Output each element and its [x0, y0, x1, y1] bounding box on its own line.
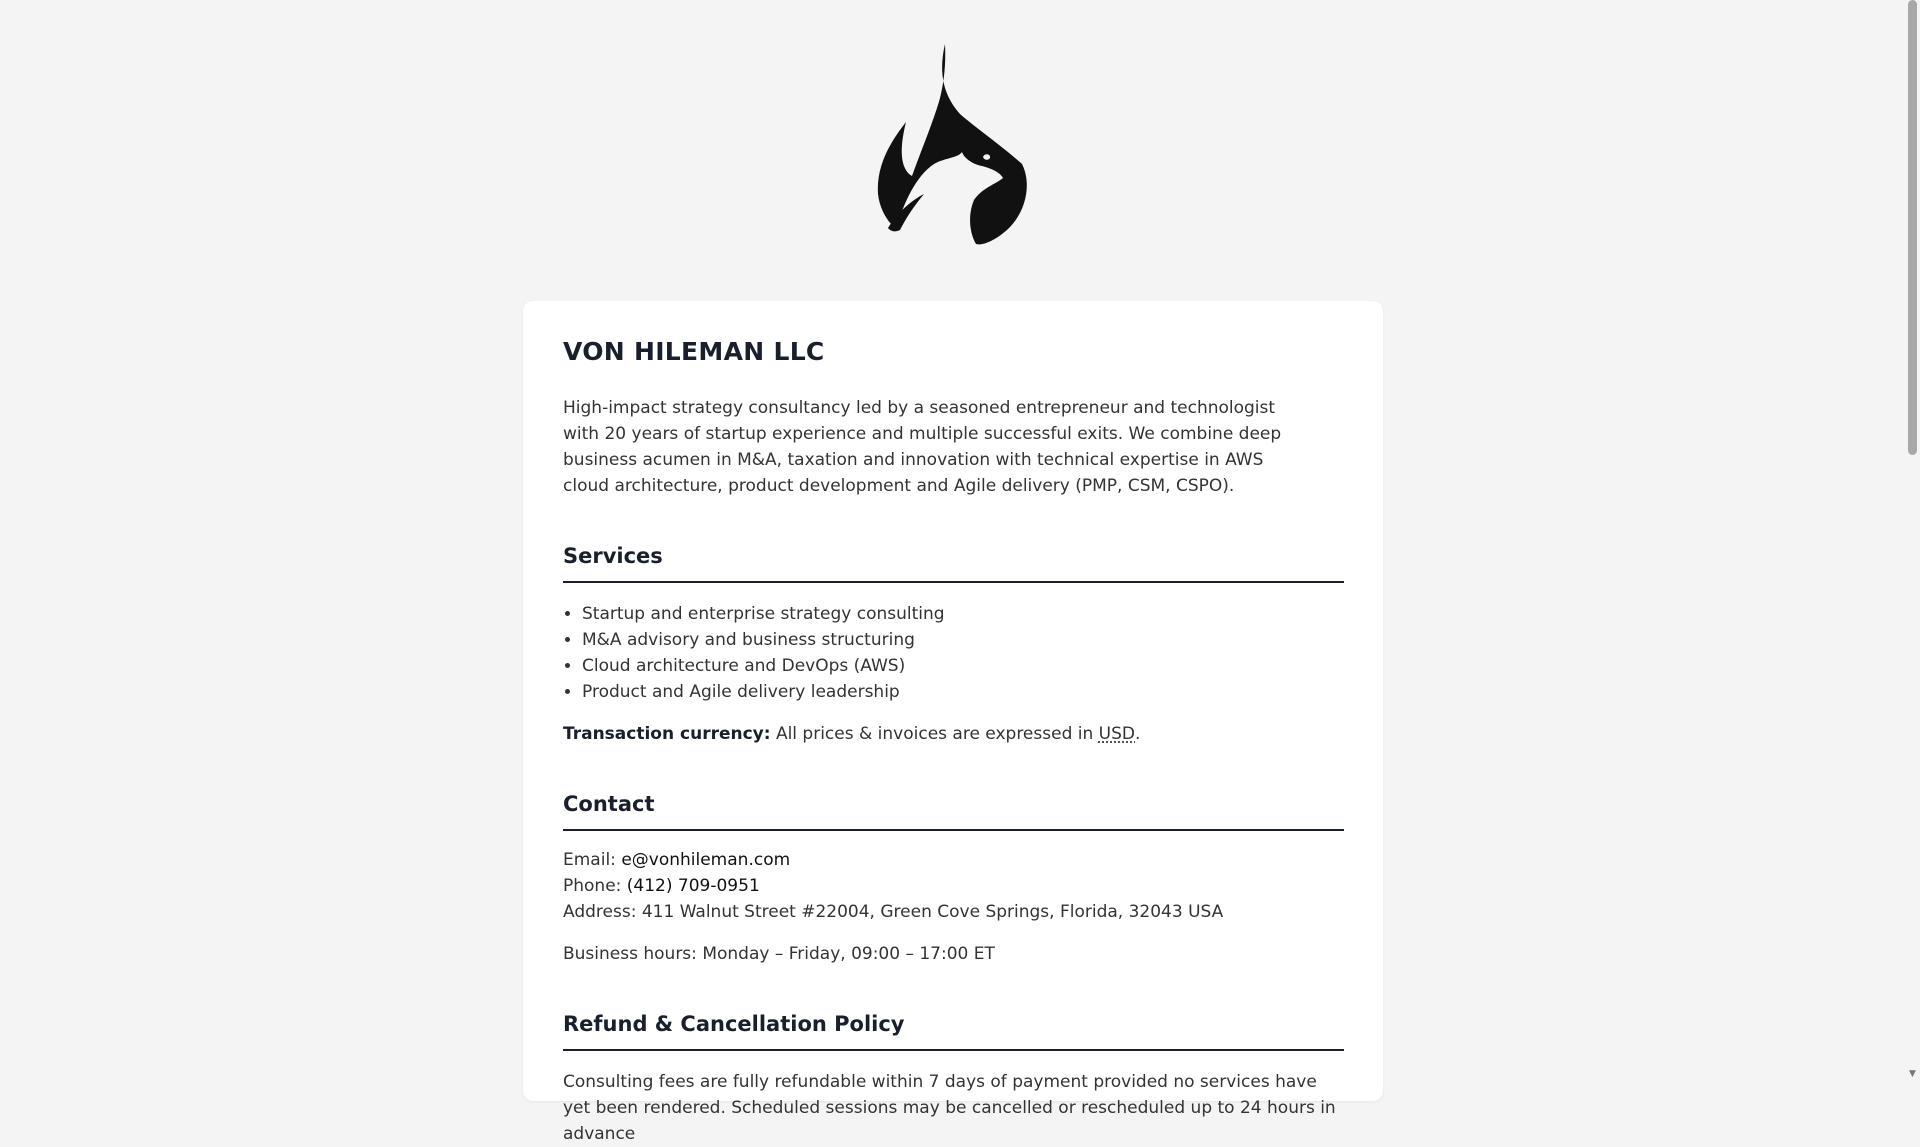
currency-code: USD — [1098, 724, 1135, 744]
list-item: • M&A advisory and business structuring — [582, 627, 1344, 653]
contact-heading: Contact — [563, 789, 1344, 831]
vertical-scrollbar[interactable] — [1905, 0, 1920, 1080]
policy-heading: Refund & Cancellation Policy — [563, 1009, 1344, 1051]
list-item: • Startup and enterprise strategy consulting — [582, 601, 1344, 627]
hours-label: Business hours: — [563, 944, 697, 964]
currency-end: . — [1135, 724, 1141, 744]
email-label: Email: — [563, 850, 616, 870]
address-line — [563, 899, 1344, 925]
currency-label: Transaction currency: — [563, 724, 771, 744]
list-item: • Cloud architecture and DevOps (AWS) — [582, 653, 1344, 679]
list-item: • Product and Agile delivery leadership — [582, 679, 1344, 705]
hours-value: Monday – Friday, 09:00 – 17:00 ET — [702, 944, 995, 964]
policy-text: Consulting fees are fully refundable within 7 days of payment provided no services have yet been rendered. Scheduled sessions may be cancelled or rescheduled up to 24 hours in advance — [563, 1072, 1336, 1144]
scrollbar-thumb[interactable] — [1908, 0, 1917, 455]
address-value: 411 Walnut Street #22004, Green Cove Springs, Florida, 32043 USA — [641, 902, 1224, 922]
scroll-down-arrow-icon[interactable]: ▼ — [1909, 1069, 1916, 1079]
currency-text: All prices & invoices are expressed in — [775, 724, 1094, 744]
contact-details — [563, 847, 1344, 925]
company-name: VON HILEMAN LLC — [563, 337, 825, 366]
phone-link[interactable]: (412) 709-0951 — [626, 876, 760, 896]
company-intro: High-impact strategy consultancy led by a seasoned entrepreneur and technologist with 20 years of startup experience and multiple successful exits. We combine deep business acumen in M&A, taxation and innovation with technical expertise in AWS cloud architecture, product development and Agile delivery (PMP, CSM, CSPO). — [563, 398, 1282, 496]
address-label: Address: — [563, 902, 637, 922]
transaction-currency — [563, 721, 1344, 747]
email-line — [563, 847, 1344, 873]
phone-label: Phone: — [563, 876, 622, 896]
phoenix-flame-logo-icon — [878, 44, 1028, 246]
phone-line — [563, 873, 1344, 899]
services-list — [563, 601, 1344, 705]
services-heading: Services — [563, 541, 1344, 583]
company-info-card — [523, 301, 1383, 1144]
business-hours — [563, 941, 1344, 967]
email-link[interactable]: e@vonhileman.com — [621, 850, 791, 870]
